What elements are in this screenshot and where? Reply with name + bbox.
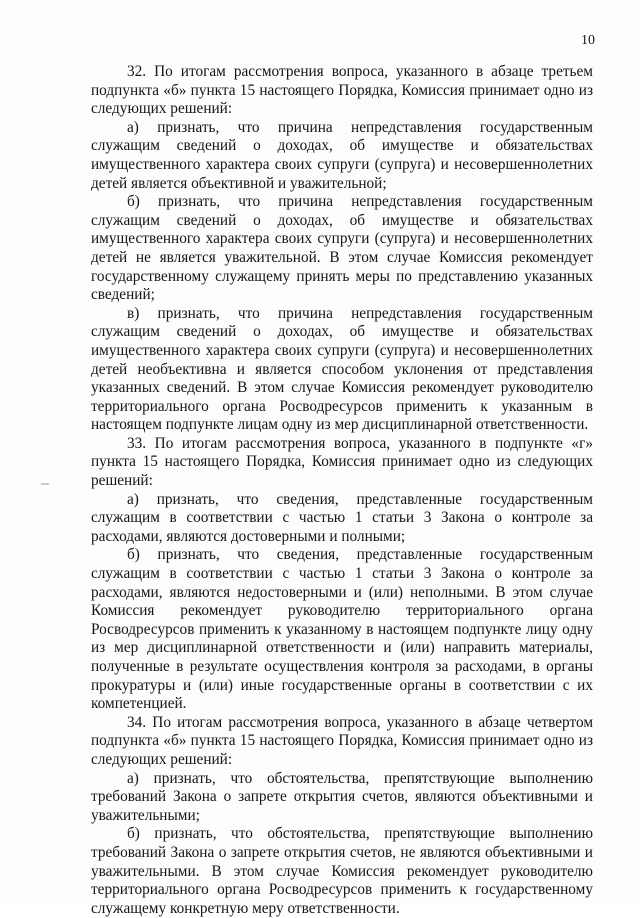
paragraph-32a: а) признать, что причина непредставления государственным служащим сведений о доходах, об имуществе и обязательствах имущественного характера своих супруги (супруга) и несовершеннолетних детей является объективной и уважительной; bbox=[91, 118, 593, 192]
scan-artifact bbox=[41, 483, 49, 485]
paragraph-34: 34. По итогам рассмотрения вопроса, указанного в абзаце четвертом подпункта «б» пункта 15 настоящего Порядка, Комиссия принимает одно из следующих решений: bbox=[91, 713, 593, 768]
paragraph-34b: б) признать, что обстоятельства, препятствующие выполнению требований Закона о запрете открытия счетов, не являются объективными и уважительными. В этом случае Комиссия рекомендует руководителю территориального органа Росводресурсов применить к государственному служащему конкретную меру ответственности. bbox=[91, 825, 593, 917]
paragraph-33a: а) признать, что сведения, представленные государственным служащим в соответствии с частью 1 статьи 3 Закона о контроле за расходами, являются достоверными и полными; bbox=[91, 490, 593, 545]
document-body bbox=[91, 63, 593, 918]
page-number: 10 bbox=[581, 33, 595, 48]
paragraph-33b: б) признать, что сведения, представленные государственным служащим в соответствии с частью 1 статьи 3 Закона о контроле за расходами, являются недостоверными и (или) неполными. В этом случае Комиссия рекомендует руководителю территориального органа Росводресурсов применить к указанному в настоящем подпункте лицу одну из мер дисциплинарной ответственности и (или) направить материалы, полученные в результате осуществления контроля за расходами, в органы прокуратуры и (или) иные государственные органы в соответствии с их компетенцией. bbox=[91, 546, 593, 713]
paragraph-32b: б) признать, что причина непредставления государственным служащим сведений о доходах, об имуществе и обязательствах имущественного характера своих супруги (супруга) и несовершеннолетних детей не является уважительной. В этом случае Комиссия рекомендует государственному служащему принять меры по представлению указанных сведений; bbox=[91, 193, 593, 304]
paragraph-32: 32. По итогам рассмотрения вопроса, указанного в абзаце третьем подпункта «б» пункта 15 настоящего Порядка, Комиссия принимает одно из следующих решений: bbox=[91, 63, 593, 118]
paragraph-32v: в) признать, что причина непредставления государственным служащим сведений о доходах, об имуществе и обязательствах имущественного характера своих супруги (супруга) и несовершеннолетних детей необъективна и является способом уклонения от представления указанных сведений. В этом случае Комиссия рекомендует руководителю территориального органа Росводресурсов применить к указанным в настоящем подпункте лицам одну из мер дисциплинарной ответственности. bbox=[91, 304, 593, 434]
paragraph-34a: а) признать, что обстоятельства, препятствующие выполнению требований Закона о запрете открытия счетов, являются объективными и уважительными; bbox=[91, 769, 593, 824]
paragraph-33: 33. По итогам рассмотрения вопроса, указанного в подпункте «г» пункта 15 настоящего Порядка, Комиссия принимает одно из следующих решений: bbox=[91, 434, 593, 490]
